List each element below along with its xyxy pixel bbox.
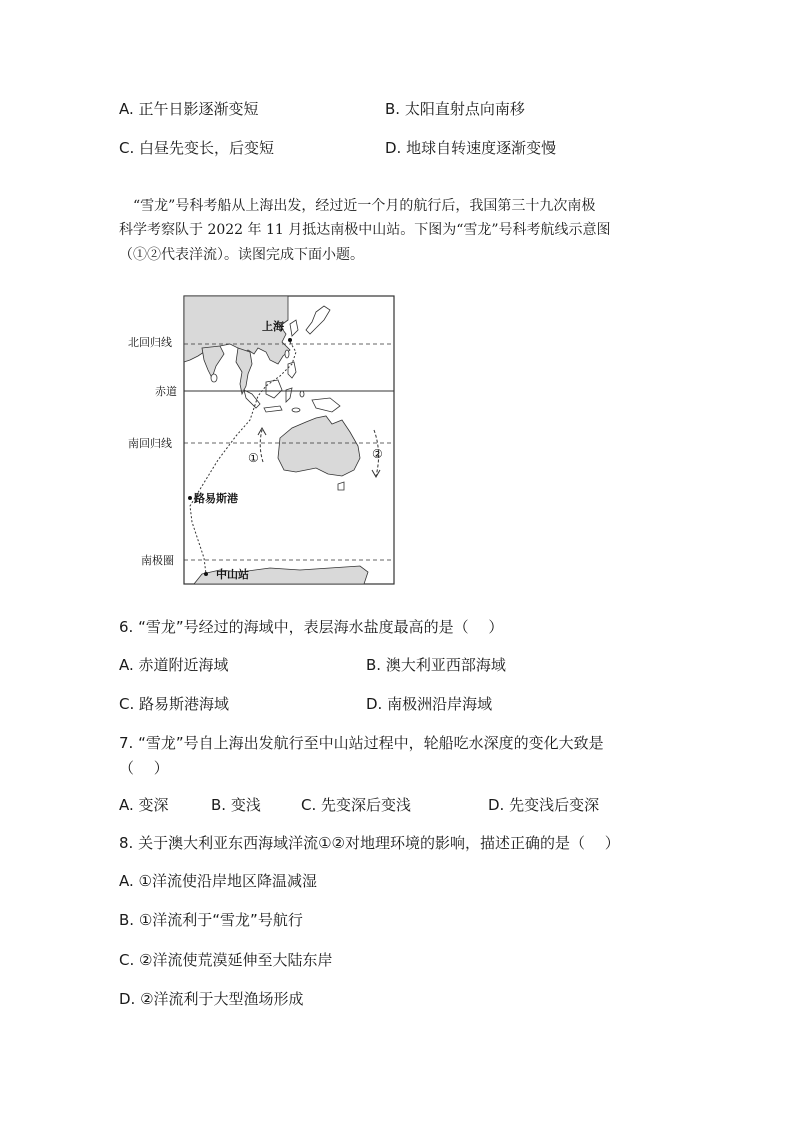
passage-line-1: “雪龙”号科考船从上海出发，经过近一个月的航行后，我国第三十九次南极 <box>133 198 596 214</box>
q7-stem: 7. “雪龙”号自上海出发航行至中山站过程中，轮船吃水深度的变化大致是 <box>119 734 604 752</box>
q7-option-a: A. 变深 <box>119 796 169 814</box>
label-tropic-of-cancer: 北回归线 <box>128 336 172 349</box>
q8-option-d: D. ②洋流利于大型渔场形成 <box>119 990 304 1008</box>
q8-option-b: B. ①洋流利于“雪龙”号航行 <box>119 911 303 929</box>
route-map <box>120 290 410 590</box>
q8-option-c: C. ②洋流使荒漠延伸至大陆东岸 <box>119 951 333 969</box>
option-b: B. 太阳直射点向南移 <box>385 100 525 118</box>
label-shanghai: 上海 <box>262 320 284 333</box>
label-current-2: ② <box>372 447 383 461</box>
passage-line-3: （①②代表洋流）。读图完成下面小题。 <box>119 247 364 263</box>
port-louis-marker <box>188 496 192 500</box>
q6-stem: 6. “雪龙”号经过的海域中，表层海水盐度最高的是（ ） <box>119 618 504 636</box>
sri-lanka <box>211 374 217 382</box>
label-equator: 赤道 <box>155 385 177 398</box>
q6-option-b: B. 澳大利亚西部海域 <box>366 656 506 674</box>
q7-option-d: D. 先变浅后变深 <box>488 796 600 814</box>
label-port-louis: 路易斯港 <box>194 492 238 505</box>
q6-option-a: A. 赤道附近海域 <box>119 656 229 674</box>
q8-option-a: A. ①洋流使沿岸地区降温减湿 <box>119 872 317 890</box>
passage-line-2: 科学考察队于 2022 年 11 月抵达南极中山站。下图为“雪龙”号科考航线示意图 <box>119 222 611 238</box>
option-c: C. 白昼先变长，后变短 <box>119 139 275 157</box>
q6-option-c: C. 路易斯港海域 <box>119 695 230 713</box>
zhongshan-marker <box>204 572 208 576</box>
option-a: A. 正午日影逐渐变短 <box>119 100 259 118</box>
label-tropic-of-capricorn: 南回归线 <box>128 437 172 450</box>
q6-option-d: D. 南极洲沿岸海域 <box>366 695 493 713</box>
label-antarctic-circle: 南极圈 <box>141 554 174 567</box>
label-zhongshan: 中山站 <box>216 568 249 581</box>
q7-stem-bracket: （ ） <box>119 759 169 777</box>
shanghai-marker <box>288 338 292 342</box>
label-current-1: ① <box>248 451 259 465</box>
taiwan <box>285 350 289 358</box>
q8-stem: 8. 关于澳大利亚东西海域洋流①②对地理环境的影响，描述正确的是（ ） <box>119 834 620 852</box>
q7-option-c: C. 先变深后变浅 <box>301 796 412 814</box>
option-d: D. 地球自转速度逐渐变慢 <box>385 139 557 157</box>
q7-option-b: B. 变浅 <box>211 796 261 814</box>
